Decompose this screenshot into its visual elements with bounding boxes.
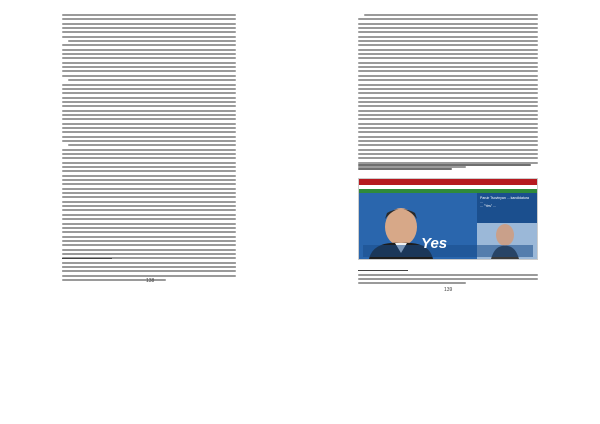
right-footnote bbox=[358, 274, 538, 286]
billboard-illustration bbox=[359, 179, 537, 259]
billboard-banner-line-3: ... "Yes" ... bbox=[480, 204, 496, 209]
billboard-banner-line-2: ... bbox=[480, 200, 483, 205]
right-footnote-rule bbox=[358, 270, 408, 271]
left-page-number: 138 bbox=[146, 278, 155, 284]
photo-caption bbox=[358, 164, 538, 173]
right-page bbox=[300, 0, 600, 424]
left-footnote bbox=[62, 262, 236, 274]
billboard-banner-text bbox=[480, 196, 535, 209]
campaign-billboard-photo bbox=[358, 178, 538, 260]
right-page-body-text bbox=[358, 14, 538, 170]
billboard-yes-word: Yes bbox=[421, 235, 448, 252]
left-page-body-text bbox=[62, 14, 236, 283]
left-footnote-rule bbox=[62, 258, 112, 259]
billboard-banner-line-1: Paruir Tsovinyan ... kandidatura bbox=[480, 196, 529, 200]
right-page-number: 139 bbox=[444, 287, 453, 293]
